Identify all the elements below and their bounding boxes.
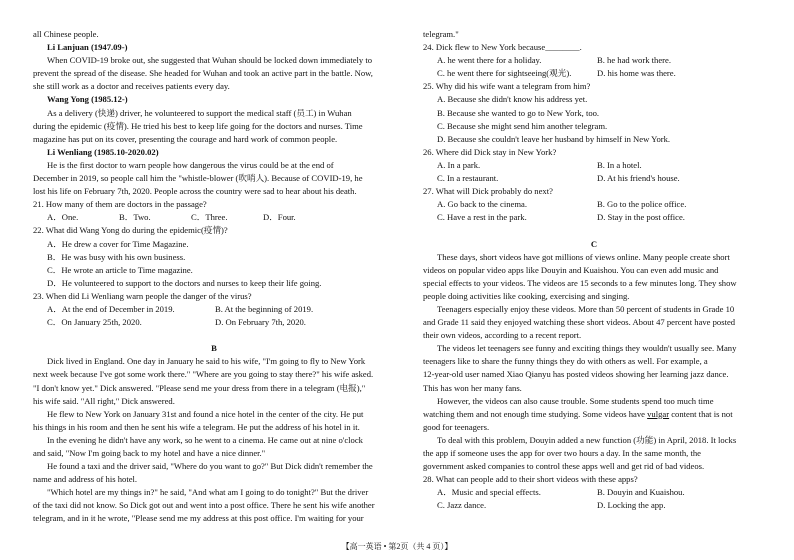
- answer-option: D. Because she couldn't leave her husband by himself in New York.: [437, 133, 671, 144]
- text-line: next week because I've got some work there." "Where are you going to stay there?" his wife asked.: [33, 369, 374, 380]
- option-row: [33, 303, 395, 316]
- answer-option: C. In a restaurant.: [437, 173, 499, 184]
- text-line: 12-year-old user named Xiao Qianyu has posted videos showing her learning jazz dance.: [423, 369, 729, 380]
- question-text: 27. What will Dick probably do next?: [423, 186, 553, 197]
- answer-option: D. his home was there.: [597, 68, 676, 79]
- text-line: teenagers like to share the funny things they do with others as well. For example, a: [423, 356, 708, 367]
- paragraph-start: The videos let teenagers see funny and exciting things they wouldn't usually see. Many: [437, 343, 737, 354]
- right-column: [423, 28, 765, 512]
- text-line: telegram.": [423, 29, 459, 39]
- answer-option: A. In a park.: [437, 159, 481, 170]
- text-line: his wife said. "All right," Dick answered.: [33, 395, 175, 406]
- answer-option: B．He was busy with his own business.: [47, 251, 186, 262]
- text-fragment: content that is not: [669, 408, 733, 419]
- text-line: she still work as a doctor and receives patients every day.: [33, 81, 230, 92]
- answer-option: A. he went there for a holiday.: [437, 55, 542, 66]
- text-line: prevent the spread of the disease. She headed for Wuhan and took an active part in the battle. Now,: [33, 68, 373, 79]
- underlined-word: vulgar: [647, 408, 670, 419]
- option-row: [33, 316, 395, 329]
- text-line: "I don't know yet." Dick answered. "Please send me your dress from there in a telegram (电报),": [33, 382, 366, 393]
- answer-option: B. Douyin and Kuaishou.: [597, 487, 685, 498]
- text-line: magazine has put on its cover, presenting the courage and hard work of common people.: [33, 133, 338, 144]
- answer-option: A．At the end of December in 2019.: [47, 303, 175, 314]
- person-heading: Li Lanjuan (1947.09-): [47, 42, 128, 53]
- text-line: special effects to your videos. The videos are 15 seconds to a few minutes long. They show: [423, 277, 737, 288]
- answer-option: C．He wrote an article to Time magazine.: [47, 264, 193, 275]
- text-line: lost his life on February 7th, 2020. People across the country were sad to hear about his death.: [33, 186, 357, 197]
- blank-line: [33, 329, 395, 342]
- paragraph-start: He found a taxi and the driver said, "Where do you want to go?" But Dick didn't remember the: [47, 461, 373, 472]
- blank-line: [423, 224, 765, 237]
- question-text: 24. Dick flew to New York because________.: [423, 42, 582, 53]
- paragraph-start: "Which hotel are my things in?" he said, "And what am I going to do tonight?" But the driver: [47, 487, 369, 498]
- text-line: telegram, and in it he wrote, "Please send me my address at this post office. I'm waiting for your: [33, 513, 364, 524]
- question-text: 25. Why did his wife want a telegram from him?: [423, 81, 591, 92]
- text-line: people doing activities like cooking, exercising and singing.: [423, 290, 630, 301]
- answer-option: B．Two.: [119, 212, 151, 223]
- option-row: [423, 172, 765, 185]
- answer-option: C. he went there for sightseeing(观光).: [437, 68, 572, 79]
- text-line: all Chinese people.: [33, 29, 99, 39]
- answer-option: D. On February 7th, 2020.: [215, 317, 306, 328]
- text-line: of the taxi did not know. So Dick got out and went into a post office. There he sent his wife another: [33, 500, 375, 511]
- text-line: [423, 408, 765, 421]
- answer-option: D．He volunteered to support to the doctors and nurses to keep their life going.: [47, 277, 322, 288]
- page-footer: 【高一英语 • 第2页（共 4 页）】: [341, 542, 453, 551]
- text-line: the app if someone uses the app for over two hours a day. In the same month, the: [423, 448, 701, 458]
- answer-option: C. Because she might send him another telegram.: [437, 120, 608, 131]
- person-heading: Wang Yong (1985.12-): [47, 94, 128, 105]
- answer-option: A. Because she didn't know his address yet.: [437, 94, 588, 105]
- answer-option: A．Music and special effects.: [437, 487, 541, 498]
- answer-option: B. he had work there.: [597, 55, 671, 66]
- option-row: [423, 67, 765, 80]
- answer-option: C．On January 25th, 2020.: [47, 317, 142, 328]
- paragraph-start: These days, short videos have got millions of views online. Many people create short: [437, 251, 730, 262]
- text-fragment: watching them and not enough time studying. Some videos have: [423, 408, 648, 419]
- option-row: [423, 54, 765, 67]
- answer-option: D. Stay in the post office.: [597, 212, 685, 223]
- paragraph-start: To deal with this problem, Douyin added a new function (功能) in April, 2018. It locks: [437, 434, 737, 445]
- paragraph-start: In the evening he didn't have any work, so he went to a cinema. He came out at nine o'clock: [47, 434, 363, 445]
- person-heading: Li Wenliang (1985.10-2020.02): [47, 146, 159, 157]
- text-line: good for teenagers.: [423, 421, 490, 432]
- option-row: [423, 159, 765, 172]
- text-line: and said, "Now I'm going back to my hotel and have a nice dinner.": [33, 448, 266, 458]
- paragraph-start: He flew to New York on January 31st and found a nice hotel in the center of the city. He put: [47, 408, 364, 419]
- answer-option: D. Locking the app.: [597, 500, 666, 511]
- section-heading: C: [590, 238, 598, 249]
- answer-option: C. Jazz dance.: [437, 500, 487, 511]
- question-text: 22. What did Wang Yong do during the epidemic(疫情)?: [33, 225, 228, 236]
- question-text: 23. When did Li Wenliang warn people the danger of the virus?: [33, 290, 252, 301]
- question-text: 21. How many of them are doctors in the passage?: [33, 199, 207, 210]
- paragraph-start: As a delivery (快递) driver, he volunteered to support the medical staff (员工) in Wuhan: [47, 107, 352, 118]
- answer-option: B. In a hotel.: [597, 159, 642, 170]
- answer-option: A．He drew a cover for Time Magazine.: [47, 238, 189, 249]
- paragraph-start: Dick lived in England. One day in January he said to his wife, "I'm going to fly to New York: [47, 356, 366, 367]
- answer-option: C．Three.: [191, 212, 228, 223]
- option-row: [423, 499, 765, 512]
- option-row: [423, 198, 765, 211]
- option-row: [33, 211, 395, 224]
- paragraph-start: When COVID-19 broke out, she suggested that Wuhan should be locked down immediately to: [47, 55, 373, 66]
- text-line: videos on popular video apps like Douyin and Kuaishou. You can even add music and: [423, 264, 719, 275]
- text-line: December in 2019, so people call him the "whistle-blower (吹哨人). Because of COVID-19, he: [33, 173, 363, 184]
- section-heading: B: [211, 343, 217, 354]
- answer-option: B. Go to the police office.: [597, 199, 687, 210]
- text-line: This has won her many fans.: [423, 382, 522, 393]
- text-line: name and address of his hotel.: [33, 474, 138, 485]
- text-line: government asked companies to control these apps well and get rid of bad videos.: [423, 461, 705, 472]
- text-line: during the epidemic (疫情). He tried his best to keep life going for the doctors and nurses. Time: [33, 120, 363, 131]
- text-line: their own videos, according to a recent report.: [423, 330, 582, 341]
- option-row: [423, 211, 765, 224]
- answer-option: B. Because she wanted to go to New York, too.: [437, 107, 600, 118]
- answer-option: D．Four.: [263, 212, 296, 223]
- answer-option: A．One.: [47, 212, 79, 223]
- paragraph-start: He is the first doctor to warn people how dangerous the virus could be at the end of: [47, 159, 334, 170]
- question-text: 28. What can people add to their short videos with these apps?: [423, 474, 638, 485]
- answer-option: B. At the beginning of 2019.: [215, 303, 314, 314]
- option-row: [423, 486, 765, 499]
- text-line: his things in his room and then he sent his wife a telegram. He put the address of his hotel in it.: [33, 421, 360, 432]
- text-line: and Grade 11 said they enjoyed watching these short videos. About 47 percent have posted: [423, 317, 736, 328]
- paragraph-start: Teenagers especially enjoy these videos. More than 50 percent of students in Grade 10: [437, 303, 735, 314]
- left-column: [33, 28, 395, 526]
- answer-option: D. At his friend's house.: [597, 173, 680, 184]
- question-text: 26. Where did Dick stay in New York?: [423, 146, 557, 157]
- answer-option: C. Have a rest in the park.: [437, 212, 527, 223]
- answer-option: A. Go back to the cinema.: [437, 199, 527, 210]
- paragraph-start: However, the videos can also cause trouble. Some students spend too much time: [437, 395, 714, 406]
